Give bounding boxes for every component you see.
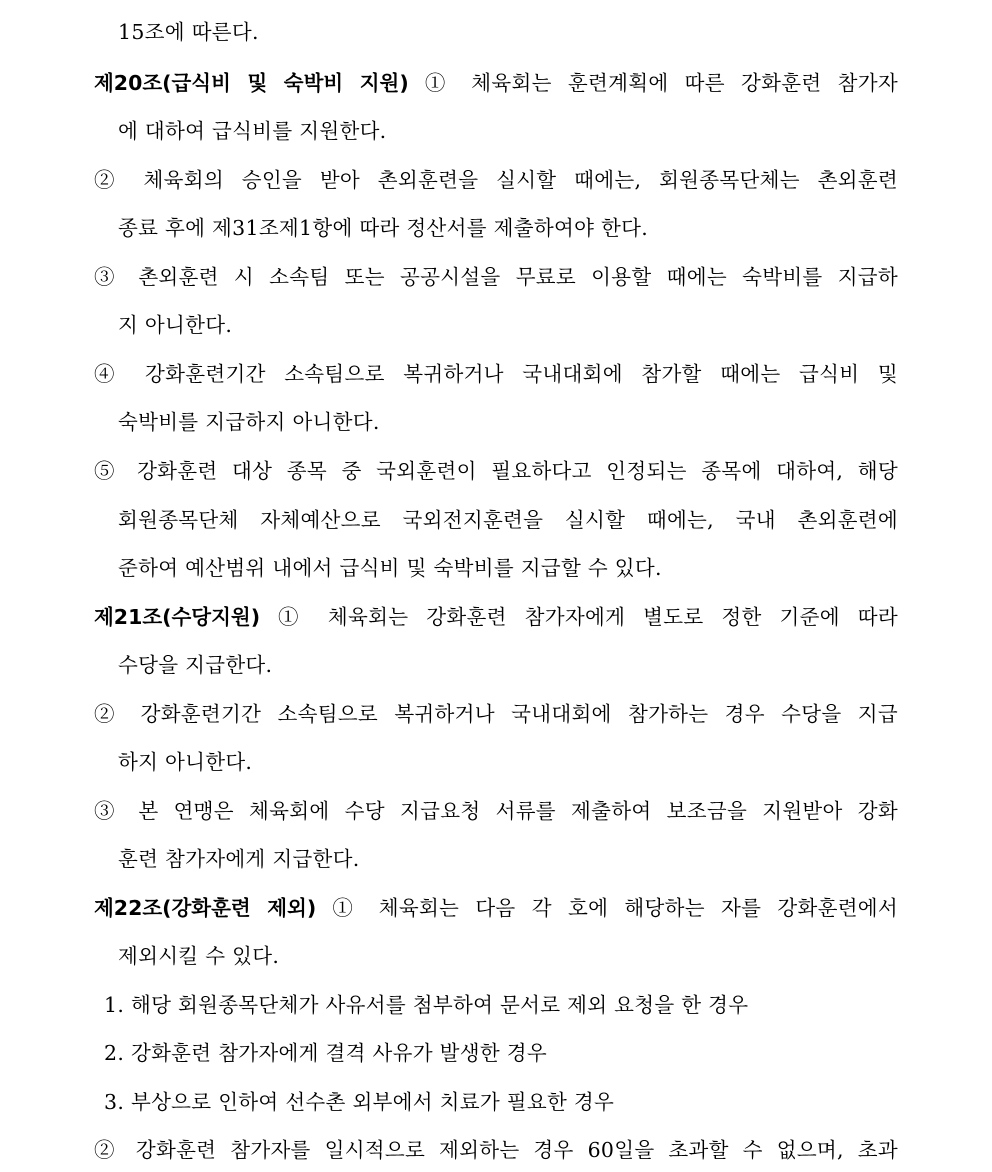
- text-line: [94, 456, 898, 486]
- text-line: [94, 699, 898, 729]
- text-line: [94, 262, 898, 292]
- text-line: [118, 116, 387, 146]
- article-heading: 제22조(강화훈련 제외): [94, 896, 317, 920]
- text-line: [94, 796, 898, 826]
- line-text: ① 체육회는 다음 각 호에 해당하는 자를 강화훈련에서: [316, 896, 899, 920]
- text-line: [118, 505, 898, 535]
- line-text: ① 체육회는 강화훈련 참가자에게 별도로 정한 기준에 따라: [260, 605, 898, 629]
- line-text: 3. 부상으로 인하여 선수촌 외부에서 치료가 필요한 경우: [104, 1090, 615, 1114]
- list-item: [104, 1038, 547, 1068]
- line-text: 수당을 지급한다.: [118, 653, 273, 677]
- line-text: 2. 강화훈련 참가자에게 결격 사유가 발생한 경우: [104, 1041, 548, 1065]
- text-line: [118, 407, 380, 437]
- list-item: [104, 1087, 614, 1117]
- line-text: 준하여 예산범위 내에서 급식비 및 숙박비를 지급할 수 있다.: [118, 556, 662, 580]
- line-text: ② 강화훈련기간 소속팀으로 복귀하거나 국내대회에 참가하는 경우 수당을 지급: [94, 702, 898, 726]
- line-text: ③ 본 연맹은 체육회에 수당 지급요청 서류를 제출하여 보조금을 지원받아 강화: [94, 799, 898, 823]
- line-text: 에 대하여 급식비를 지원한다.: [118, 119, 387, 143]
- line-text: 제외시킬 수 있다.: [118, 944, 280, 968]
- line-text: 숙박비를 지급하지 아니한다.: [118, 410, 380, 434]
- line-text: ① 체육회는 훈련계획에 따른 강화훈련 참가자: [408, 71, 898, 95]
- text-line: [118, 310, 232, 340]
- line-text: ⑤ 강화훈련 대상 종목 중 국외훈련이 필요하다고 인정되는 종목에 대하여, 해당: [94, 459, 898, 483]
- line-text: 15조에 따른다.: [118, 20, 259, 44]
- text-line: [118, 747, 252, 777]
- line-text: 지 아니한다.: [118, 313, 233, 337]
- text-line: [94, 1135, 898, 1165]
- list-item: [104, 990, 748, 1020]
- article-21-heading-line: [94, 602, 898, 632]
- line-text: ② 강화훈련 참가자를 일시적으로 제외하는 경우 60일을 초과할 수 없으며, 초과: [94, 1138, 898, 1162]
- line-text: 회원종목단체 자체예산으로 국외전지훈련을 실시할 때에는, 국내 촌외훈련에: [118, 508, 898, 532]
- text-line: [118, 213, 648, 243]
- text-line: [118, 650, 272, 680]
- text-line: [118, 941, 279, 971]
- line-text: 종료 후에 제31조제1항에 따라 정산서를 제출하여야 한다.: [118, 216, 649, 240]
- line-text: 하지 아니한다.: [118, 750, 253, 774]
- text-line: [94, 165, 898, 195]
- line-text: 1. 해당 회원종목단체가 사유서를 첨부하여 문서로 제외 요청을 한 경우: [104, 993, 749, 1017]
- line-text: 훈련 참가자에게 지급한다.: [118, 847, 360, 871]
- text-line: [94, 359, 898, 389]
- text-line: [118, 17, 259, 47]
- line-text: ③ 촌외훈련 시 소속팀 또는 공공시설을 무료로 이용할 때에는 숙박비를 지급하: [94, 265, 898, 289]
- article-heading: 제21조(수당지원): [94, 605, 261, 629]
- line-text: ② 체육회의 승인을 받아 촌외훈련을 실시할 때에는, 회원종목단체는 촌외훈련: [94, 168, 898, 192]
- text-line: [118, 844, 360, 874]
- article-20-heading-line: [94, 68, 898, 98]
- article-22-heading-line: [94, 893, 898, 923]
- line-text: ④ 강화훈련기간 소속팀으로 복귀하거나 국내대회에 참가할 때에는 급식비 및: [94, 362, 898, 386]
- article-heading: 제20조(급식비 및 숙박비 지원): [94, 71, 409, 95]
- text-line: [118, 553, 662, 583]
